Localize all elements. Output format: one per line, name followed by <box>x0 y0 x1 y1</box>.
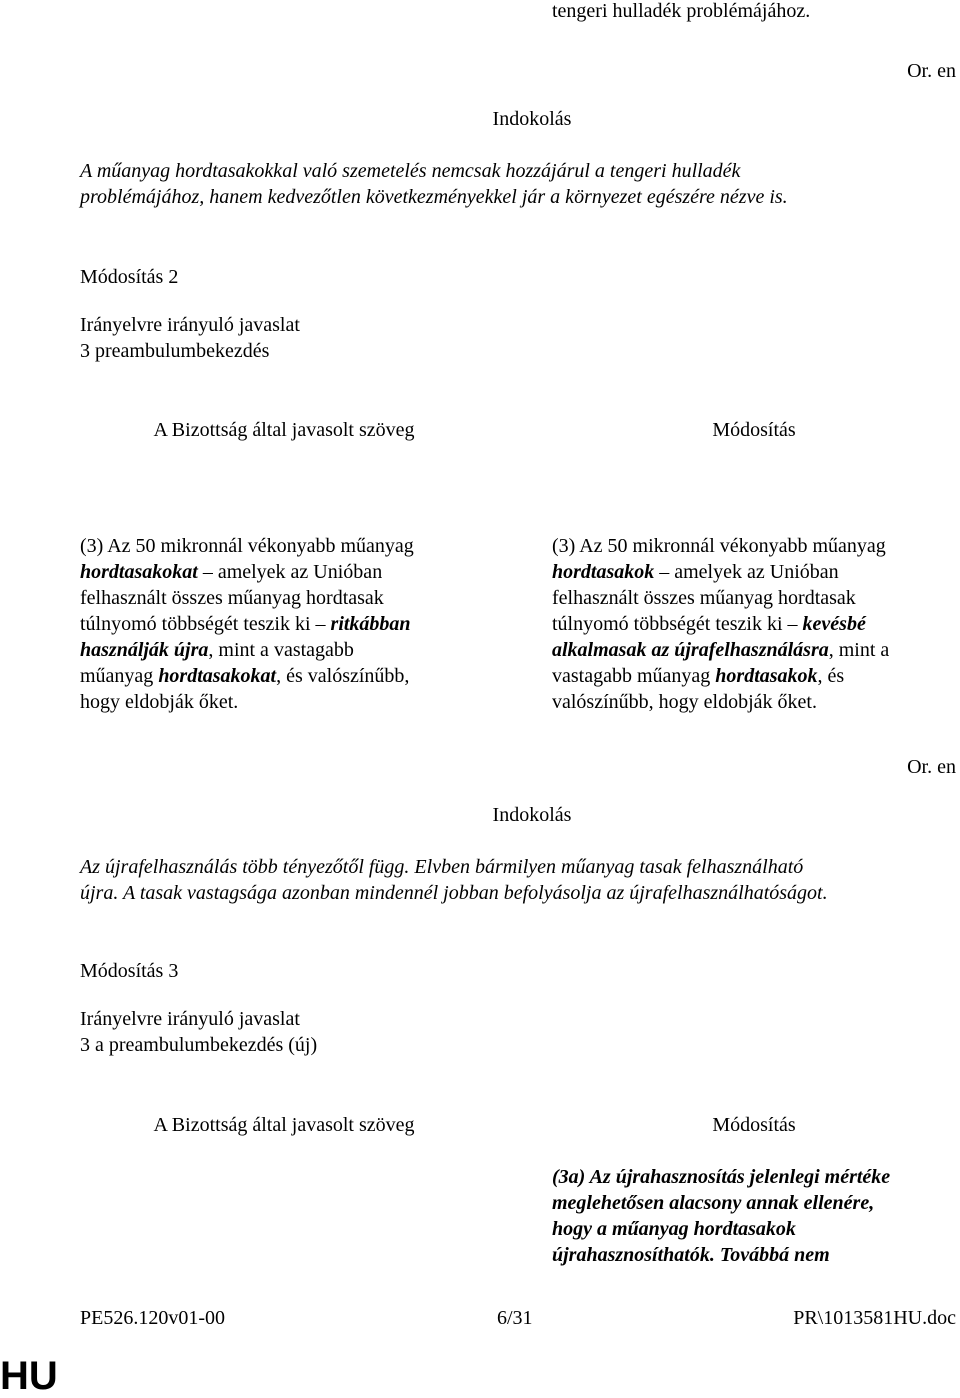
column-header-commission-text: A Bizottság által javasolt szöveg <box>153 1114 415 1136</box>
changed-text: alkalmasak az újrafelhasználásra <box>552 639 829 661</box>
changed-text: kevésbé <box>802 613 866 635</box>
page-number: 6/31 <box>497 1307 533 1329</box>
text-segment: túlnyomó többségét teszik ki – <box>80 613 331 635</box>
commission-text-line <box>80 559 382 585</box>
language-code: HU <box>0 1354 58 1398</box>
text-segment: valószínűbb, hogy eldobják őket. <box>552 691 817 713</box>
amendment-line: hogy a műanyag hordtasakok <box>552 1218 796 1240</box>
file-name: PR\1013581HU.doc <box>793 1307 956 1329</box>
commission-text-line <box>80 533 414 559</box>
amendment-text-line <box>552 637 889 663</box>
amendment-title: Módosítás 3 <box>80 960 179 982</box>
original-language: Or. en <box>907 60 956 82</box>
text-segment: hogy eldobják őket. <box>80 691 239 713</box>
article-reference: 3 a preambulumbekezdés (új) <box>80 1034 318 1056</box>
amendment-text-line <box>552 663 844 689</box>
amendment-line: újrahasznosíthatók. Továbbá nem <box>552 1244 830 1266</box>
text-segment: túlnyomó többségét teszik ki – <box>552 613 803 635</box>
column-header-commission-text: A Bizottság által javasolt szöveg <box>153 419 415 441</box>
justification-line: problémájához, hanem kedvezőtlen következményekkel jár a környezet egészére nézve is. <box>80 186 788 208</box>
amendment-text-line <box>552 689 817 715</box>
text-segment: , mint a <box>828 639 890 661</box>
proposal-label: Irányelvre irányuló javaslat <box>80 1008 300 1030</box>
text-segment: , és <box>817 665 845 687</box>
column-header-amendment: Módosítás <box>712 419 796 441</box>
amendment-line: meglehetősen alacsony annak ellenére, <box>552 1192 875 1214</box>
amendment-text-line <box>552 611 866 637</box>
document-reference: PE526.120v01-00 <box>80 1307 225 1329</box>
amendment-line: (3a) Az újrahasznosítás jelenlegi mértéke <box>552 1166 891 1188</box>
text-segment: , mint a vastagabb <box>208 639 354 661</box>
proposal-label: Irányelvre irányuló javaslat <box>80 314 300 336</box>
commission-text-line <box>80 585 384 611</box>
original-language: Or. en <box>907 756 956 778</box>
article-reference: 3 preambulumbekezdés <box>80 340 270 362</box>
amendment-title: Módosítás 2 <box>80 266 179 288</box>
text-segment: (3) Az 50 mikronnál vékonyabb műanyag <box>552 535 886 557</box>
text-segment: (3) Az 50 mikronnál vékonyabb műanyag <box>80 535 414 557</box>
carryover-text: tengeri hulladék problémájához. <box>552 0 811 22</box>
changed-text: használják újra <box>80 639 209 661</box>
text-segment: felhasznált összes műanyag hordtasak <box>80 587 384 609</box>
commission-text-line <box>80 663 409 689</box>
text-segment: – amelyek az Unióban <box>197 561 383 583</box>
justification-heading: Indokolás <box>492 804 572 826</box>
text-segment: felhasznált összes műanyag hordtasak <box>552 587 856 609</box>
commission-text-line <box>80 689 238 715</box>
commission-text-line <box>80 611 411 637</box>
changed-text: hordtasakok <box>715 665 818 687</box>
text-segment: , és valószínűbb, <box>276 665 410 687</box>
text-segment: műanyag <box>80 665 159 687</box>
changed-text: hordtasakokat <box>80 561 198 583</box>
justification-line: újra. A tasak vastagsága azonban mindennél jobban befolyásolja az újrafelhasználhatóságot. <box>80 882 828 904</box>
commission-text-line <box>80 637 354 663</box>
justification-line: Az újrafelhasználás több tényezőtől függ. Elvben bármilyen műanyag tasak felhasználható <box>80 856 804 878</box>
changed-text: hordtasakokat <box>158 665 277 687</box>
text-segment: – amelyek az Unióban <box>654 561 839 583</box>
changed-text: ritkábban <box>330 613 411 635</box>
justification-heading: Indokolás <box>492 108 572 130</box>
changed-text: hordtasakok <box>552 561 655 583</box>
amendment-text-line <box>552 559 839 585</box>
justification-line: A műanyag hordtasakokkal való szemetelés nemcsak hozzájárul a tengeri hulladék <box>80 160 741 182</box>
amendment-text-line <box>552 585 856 611</box>
text-segment: vastagabb műanyag <box>552 665 716 687</box>
amendment-text-line <box>552 533 886 559</box>
column-header-amendment: Módosítás <box>712 1114 796 1136</box>
